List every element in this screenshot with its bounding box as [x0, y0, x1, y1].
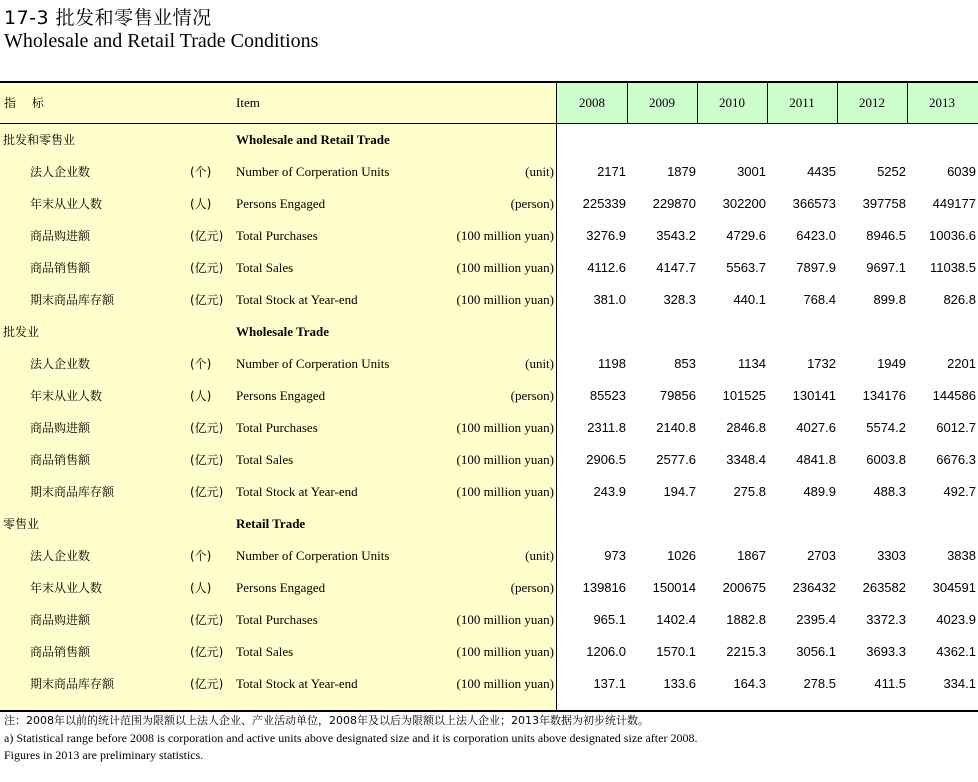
- row-label-cn: 年末从业人数: [30, 197, 103, 211]
- table-row: [0, 636, 978, 668]
- row-unit-cn: (亿元): [190, 453, 224, 467]
- value-cell: 2846.8: [726, 420, 766, 435]
- value-cell: 225339: [582, 196, 626, 211]
- value-cell: 263582: [862, 580, 906, 595]
- row-label-cn: 商品销售额: [30, 453, 91, 467]
- value-cell: 4023.9: [936, 612, 976, 627]
- value-cell: 4729.6: [726, 228, 766, 243]
- value-cell: 150014: [652, 580, 696, 595]
- row-unit-en: (100 million yuan): [456, 228, 554, 243]
- value-cell: 768.4: [803, 292, 836, 307]
- value-cell: 1134: [738, 356, 766, 371]
- page-title-en: Wholesale and Retail Trade Conditions: [4, 30, 319, 52]
- value-cell: 2215.3: [726, 644, 766, 659]
- year-header-cell: 2008: [579, 95, 605, 110]
- section-title-cn: 批发和零售业: [3, 133, 76, 147]
- value-cell: 5574.2: [866, 420, 906, 435]
- value-cell: 9697.1: [866, 260, 906, 275]
- value-cell: 236432: [792, 580, 836, 595]
- section-title-en: Retail Trade: [236, 516, 306, 531]
- value-cell: 3693.3: [866, 644, 906, 659]
- row-unit-cn: (亿元): [190, 229, 224, 243]
- page-title-cn: 17-3 批发和零售业情况: [4, 7, 212, 29]
- row-unit-cn: (亿元): [190, 293, 224, 307]
- value-cell: 5563.7: [726, 260, 766, 275]
- value-cell: 488.3: [873, 484, 906, 499]
- row-unit-cn: (亿元): [190, 677, 224, 691]
- value-cell: 2140.8: [656, 420, 696, 435]
- value-cell: 397758: [862, 196, 906, 211]
- row-unit-en: (100 million yuan): [456, 420, 554, 435]
- value-cell: 3056.1: [796, 644, 836, 659]
- row-unit-cn: (人): [190, 389, 212, 403]
- row-label-cn: 年末从业人数: [30, 581, 103, 595]
- value-cell: 1198: [598, 356, 626, 371]
- table-row: [0, 412, 978, 444]
- value-cell: 79856: [659, 388, 696, 403]
- row-unit-en: (person): [510, 196, 554, 211]
- row-label-cn: 法人企业数: [30, 549, 91, 563]
- row-label-en: Total Purchases: [236, 612, 318, 627]
- section-row: [0, 316, 978, 348]
- row-label-cn: 法人企业数: [30, 165, 91, 179]
- row-label-cn: 商品销售额: [30, 645, 91, 659]
- table-row: [0, 668, 978, 700]
- section-title-cn: 批发业: [3, 325, 40, 339]
- row-label-en: Number of Corperation Units: [236, 164, 390, 179]
- value-cell: 1026: [667, 548, 696, 563]
- value-cell: 2311.8: [587, 420, 626, 435]
- row-label-en: Persons Engaged: [236, 388, 326, 403]
- value-cell: 3838: [947, 548, 976, 563]
- table-row: [0, 284, 978, 316]
- row-unit-en: (100 million yuan): [456, 612, 554, 627]
- row-label-en: Total Stock at Year-end: [236, 292, 358, 307]
- value-cell: 1570.1: [656, 644, 696, 659]
- value-cell: 3348.4: [726, 452, 766, 467]
- value-cell: 3372.3: [866, 612, 906, 627]
- row-label-en: Persons Engaged: [236, 580, 326, 595]
- value-cell: 4435: [807, 164, 836, 179]
- row-unit-cn: (亿元): [190, 645, 224, 659]
- value-cell: 328.3: [663, 292, 696, 307]
- value-cell: 3543.2: [656, 228, 696, 243]
- row-label-cn: 法人企业数: [30, 357, 91, 371]
- row-unit-en: (100 million yuan): [456, 260, 554, 275]
- section-row: [0, 124, 978, 156]
- value-cell: 2577.6: [656, 452, 696, 467]
- value-cell: 134176: [862, 388, 906, 403]
- section-title-en: Wholesale Trade: [236, 324, 330, 339]
- row-unit-cn: (亿元): [190, 613, 224, 627]
- value-cell: 2906.5: [586, 452, 626, 467]
- value-cell: 3303: [877, 548, 906, 563]
- value-cell: 965.1: [593, 612, 626, 627]
- row-label-en: Total Stock at Year-end: [236, 676, 358, 691]
- value-cell: 194.7: [663, 484, 696, 499]
- value-cell: 2201: [947, 356, 976, 371]
- footnote-en-line1: a) Statistical range before 2008 is corporation and active units above designated size and it is corporation units above designated size after 2008.: [4, 731, 698, 745]
- value-cell: 366573: [792, 196, 836, 211]
- section-title-en: Wholesale and Retail Trade: [236, 132, 390, 147]
- row-unit-cn: (个): [190, 549, 212, 563]
- table-row: [0, 380, 978, 412]
- value-cell: 492.7: [943, 484, 976, 499]
- row-label-cn: 年末从业人数: [30, 389, 103, 403]
- data-table: [0, 81, 978, 711]
- year-header-separator: [627, 83, 628, 123]
- value-cell: 1402.4: [656, 612, 696, 627]
- value-cell: 4362.1: [936, 644, 976, 659]
- value-cell: 1949: [877, 356, 906, 371]
- value-cell: 1732: [807, 356, 836, 371]
- table-row: [0, 156, 978, 188]
- year-header-cell: 2013: [929, 95, 955, 110]
- section-row: [0, 508, 978, 540]
- value-cell: 1882.8: [726, 612, 766, 627]
- value-cell: 1879: [667, 164, 696, 179]
- value-cell: 304591: [932, 580, 976, 595]
- row-unit-en: (unit): [525, 356, 554, 371]
- row-label-cn: 期末商品库存额: [30, 293, 115, 307]
- row-unit-cn: (个): [190, 165, 212, 179]
- value-cell: 2703: [807, 548, 836, 563]
- row-label-en: Total Sales: [236, 644, 294, 659]
- value-cell: 1867: [737, 548, 766, 563]
- row-unit-cn: (亿元): [190, 421, 224, 435]
- value-cell: 85523: [589, 388, 626, 403]
- value-cell: 7897.9: [796, 260, 836, 275]
- value-cell: 4841.8: [796, 452, 836, 467]
- row-label-cn: 商品购进额: [30, 613, 91, 627]
- row-unit-cn: (人): [190, 581, 212, 595]
- row-unit-en: (100 million yuan): [456, 644, 554, 659]
- row-unit-en: (person): [510, 580, 554, 595]
- value-cell: 440.1: [733, 292, 766, 307]
- section-title-cn: 零售业: [3, 517, 40, 531]
- value-cell: 6012.7: [936, 420, 976, 435]
- value-cell: 275.8: [733, 484, 766, 499]
- row-unit-cn: (亿元): [190, 485, 224, 499]
- year-header-cell: 2009: [649, 95, 675, 110]
- row-label-en: Total Stock at Year-end: [236, 484, 358, 499]
- value-cell: 6676.3: [936, 452, 976, 467]
- value-cell: 137.1: [593, 676, 626, 691]
- value-cell: 229870: [652, 196, 696, 211]
- value-cell: 243.9: [593, 484, 626, 499]
- table-row: [0, 540, 978, 572]
- row-unit-en: (100 million yuan): [456, 484, 554, 499]
- row-label-en: Total Sales: [236, 452, 294, 467]
- row-unit-en: (unit): [525, 164, 554, 179]
- row-label-en: Total Purchases: [236, 228, 318, 243]
- value-cell: 4147.7: [656, 260, 696, 275]
- table-row: [0, 444, 978, 476]
- table-row: [0, 476, 978, 508]
- table-row: [0, 572, 978, 604]
- value-cell: 278.5: [803, 676, 836, 691]
- value-cell: 853: [674, 356, 696, 371]
- table-row: [0, 604, 978, 636]
- row-unit-cn: (亿元): [190, 261, 224, 275]
- year-header-cell: 2012: [859, 95, 885, 110]
- row-label-cn: 商品销售额: [30, 261, 91, 275]
- value-cell: 2171: [597, 164, 626, 179]
- year-header-cell: 2010: [719, 95, 745, 110]
- value-cell: 4027.6: [796, 420, 836, 435]
- value-cell: 6423.0: [796, 228, 836, 243]
- row-label-en: Total Sales: [236, 260, 294, 275]
- row-label-cn: 期末商品库存额: [30, 677, 115, 691]
- value-cell: 10036.6: [929, 228, 976, 243]
- value-cell: 133.6: [663, 676, 696, 691]
- value-cell: 489.9: [803, 484, 836, 499]
- year-header-separator: [837, 83, 838, 123]
- row-unit-en: (unit): [525, 548, 554, 563]
- value-cell: 6039: [947, 164, 976, 179]
- footnote-cn: 注：2008年以前的统计范围为限额以上法人企业、产业活动单位，2008年及以后为限额以上法人企业；2013年数据为初步统计数。: [4, 714, 649, 727]
- value-cell: 2395.4: [796, 612, 836, 627]
- row-label-en: Number of Corperation Units: [236, 356, 390, 371]
- row-label-cn: 商品购进额: [30, 229, 91, 243]
- value-cell: 302200: [722, 196, 766, 211]
- value-cell: 5252: [877, 164, 906, 179]
- row-unit-en: (person): [510, 388, 554, 403]
- table-row: [0, 188, 978, 220]
- value-cell: 200675: [722, 580, 766, 595]
- footnote-en-line2: Figures in 2013 are preliminary statistics.: [4, 748, 204, 762]
- value-cell: 1206.0: [586, 644, 626, 659]
- value-cell: 8946.5: [866, 228, 906, 243]
- value-cell: 973: [604, 548, 626, 563]
- value-cell: 826.8: [943, 292, 976, 307]
- value-cell: 4112.6: [587, 260, 626, 275]
- row-label-en: Persons Engaged: [236, 196, 326, 211]
- value-cell: 3276.9: [586, 228, 626, 243]
- row-label-en: Number of Corperation Units: [236, 548, 390, 563]
- value-cell: 139816: [582, 580, 626, 595]
- row-unit-cn: (人): [190, 197, 212, 211]
- year-header-separator: [697, 83, 698, 123]
- value-cell: 6003.8: [866, 452, 906, 467]
- value-cell: 144586: [932, 388, 976, 403]
- value-cell: 334.1: [943, 676, 976, 691]
- value-cell: 411.5: [874, 676, 906, 691]
- year-header-separator: [767, 83, 768, 123]
- header-indicator-cn: 指 标: [4, 96, 50, 110]
- value-cell: 11038.5: [929, 260, 976, 275]
- value-cell: 899.8: [873, 292, 906, 307]
- row-unit-en: (100 million yuan): [456, 452, 554, 467]
- row-unit-en: (100 million yuan): [456, 676, 554, 691]
- row-label-cn: 期末商品库存额: [30, 485, 115, 499]
- table-row: [0, 348, 978, 380]
- header-item-en: Item: [236, 95, 260, 110]
- row-label-cn: 商品购进额: [30, 421, 91, 435]
- value-cell: 101525: [722, 388, 766, 403]
- row-label-en: Total Purchases: [236, 420, 318, 435]
- value-cell: 130141: [792, 388, 836, 403]
- value-cell: 3001: [737, 164, 766, 179]
- year-header-cell: 2011: [789, 95, 815, 110]
- row-unit-en: (100 million yuan): [456, 292, 554, 307]
- year-header-separator: [907, 83, 908, 123]
- table-row: [0, 220, 978, 252]
- table-row: [0, 252, 978, 284]
- value-cell: 449177: [932, 196, 976, 211]
- row-unit-cn: (个): [190, 357, 212, 371]
- value-cell: 164.3: [733, 676, 766, 691]
- value-cell: 381.0: [593, 292, 626, 307]
